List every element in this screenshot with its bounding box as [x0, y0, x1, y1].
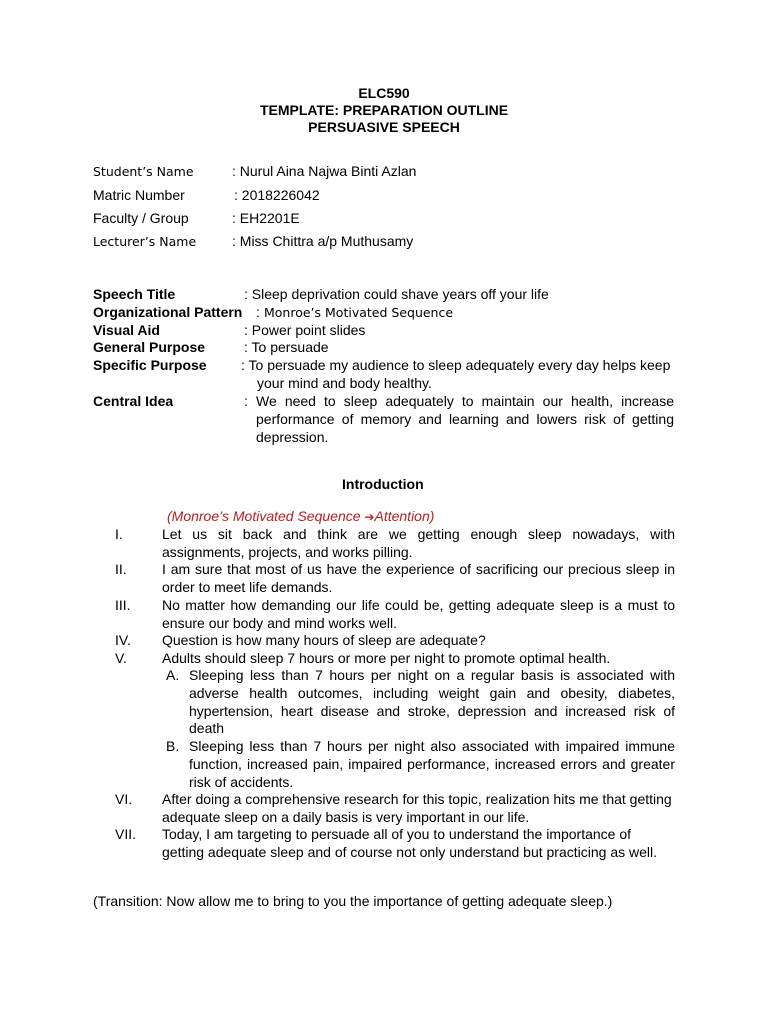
central-idea-colon: :: [244, 393, 248, 409]
note-text: (Monroe’s Motivated Sequence: [167, 508, 365, 524]
template-title: TEMPLATE: PREPARATION OUTLINE: [259, 102, 509, 118]
item-number: VI.: [115, 791, 133, 807]
lecturer-value: : Miss Chittra a/p Muthusamy: [232, 233, 414, 249]
subitem-letter: A.: [166, 667, 180, 683]
list-item: Adults should sleep 7 hours or more per night to promote optimal health.: [162, 650, 611, 666]
item-number: V.: [115, 650, 127, 666]
central-idea-label: Central Idea: [93, 393, 174, 409]
general-purpose-label: General Purpose: [93, 339, 206, 355]
specific-purpose-line1: : To persuade my audience to sleep adequately every day helps keep: [241, 357, 671, 373]
arrow-right-icon: ➔: [364, 510, 375, 524]
org-pattern-value: Monroe’s Motivated Sequence: [264, 305, 454, 320]
item-number: VII.: [115, 826, 137, 842]
list-item: Today, I am targeting to persuade all of you to understand the importance of getting adequate sleep and of course not only understand but practicing as well.: [162, 826, 657, 860]
org-pattern-label: Organizational Pattern: [93, 304, 243, 320]
student-name-value: : Nurul Aina Najwa Binti Azlan: [232, 163, 417, 179]
item-number: I.: [115, 526, 123, 542]
item-number: II.: [115, 561, 127, 577]
speech-title-label: Speech Title: [93, 286, 176, 302]
speech-type: PERSUASIVE SPEECH: [308, 119, 460, 135]
list-item: No matter how demanding our life could be, getting adequate sleep is a must to ensure our body and mind works well.: [162, 597, 675, 631]
specific-purpose-line2: your mind and body healthy.: [257, 375, 432, 391]
faculty-label: Faculty / Group: [93, 210, 189, 226]
note-tail: Attention): [374, 508, 435, 524]
faculty-value: : EH2201E: [232, 210, 300, 226]
general-purpose-value: : To persuade: [244, 339, 329, 355]
subitem-letter: B.: [166, 738, 180, 754]
speech-title-value: : Sleep deprivation could shave years off your life: [244, 286, 549, 302]
org-pattern-colon: :: [256, 304, 260, 320]
monroe-attention-note: [167, 508, 434, 524]
item-number: III.: [115, 597, 131, 613]
matric-value: : 2018226042: [234, 187, 320, 203]
list-item: Question is how many hours of sleep are adequate?: [162, 632, 486, 648]
visual-aid-value: : Power point slides: [244, 322, 366, 338]
central-idea-value: We need to sleep adequately to maintain our health, increase performance of memory and learning and lowers risk of getting depression.: [256, 393, 674, 445]
list-item: I am sure that most of us have the experience of sacrificing our precious sleep in order to meet life demands.: [162, 561, 675, 595]
introduction-heading: Introduction: [342, 476, 424, 492]
list-item: Let us sit back and think are we getting enough sleep nowadays, with assignments, projects, and works pilling.: [162, 526, 675, 560]
course-code: ELC590: [358, 85, 410, 101]
list-item: After doing a comprehensive research for this topic, realization hits me that getting adequate sleep on a daily basis is very important in our life.: [162, 791, 672, 825]
student-name-label: Student’s Name: [93, 164, 194, 179]
transition-text: (Transition: Now allow me to bring to you the importance of getting adequate sleep.): [93, 893, 613, 909]
visual-aid-label: Visual Aid: [93, 322, 160, 338]
lecturer-label: Lecturer’s Name: [93, 234, 197, 249]
specific-purpose-label: Specific Purpose: [93, 357, 207, 373]
item-number: IV.: [115, 632, 131, 648]
sub-list-item: Sleeping less than 7 hours per night on a regular basis is associated with adverse health outcomes, including weight gain and obesity, diabetes, hypertension, heart disease and stroke, depression and increased risk of death: [189, 667, 675, 737]
matric-label: Matric Number: [93, 187, 185, 203]
sub-list-item: Sleeping less than 7 hours per night also associated with impaired immune function, increased pain, impaired performance, increased errors and greater risk of accidents.: [189, 738, 675, 790]
